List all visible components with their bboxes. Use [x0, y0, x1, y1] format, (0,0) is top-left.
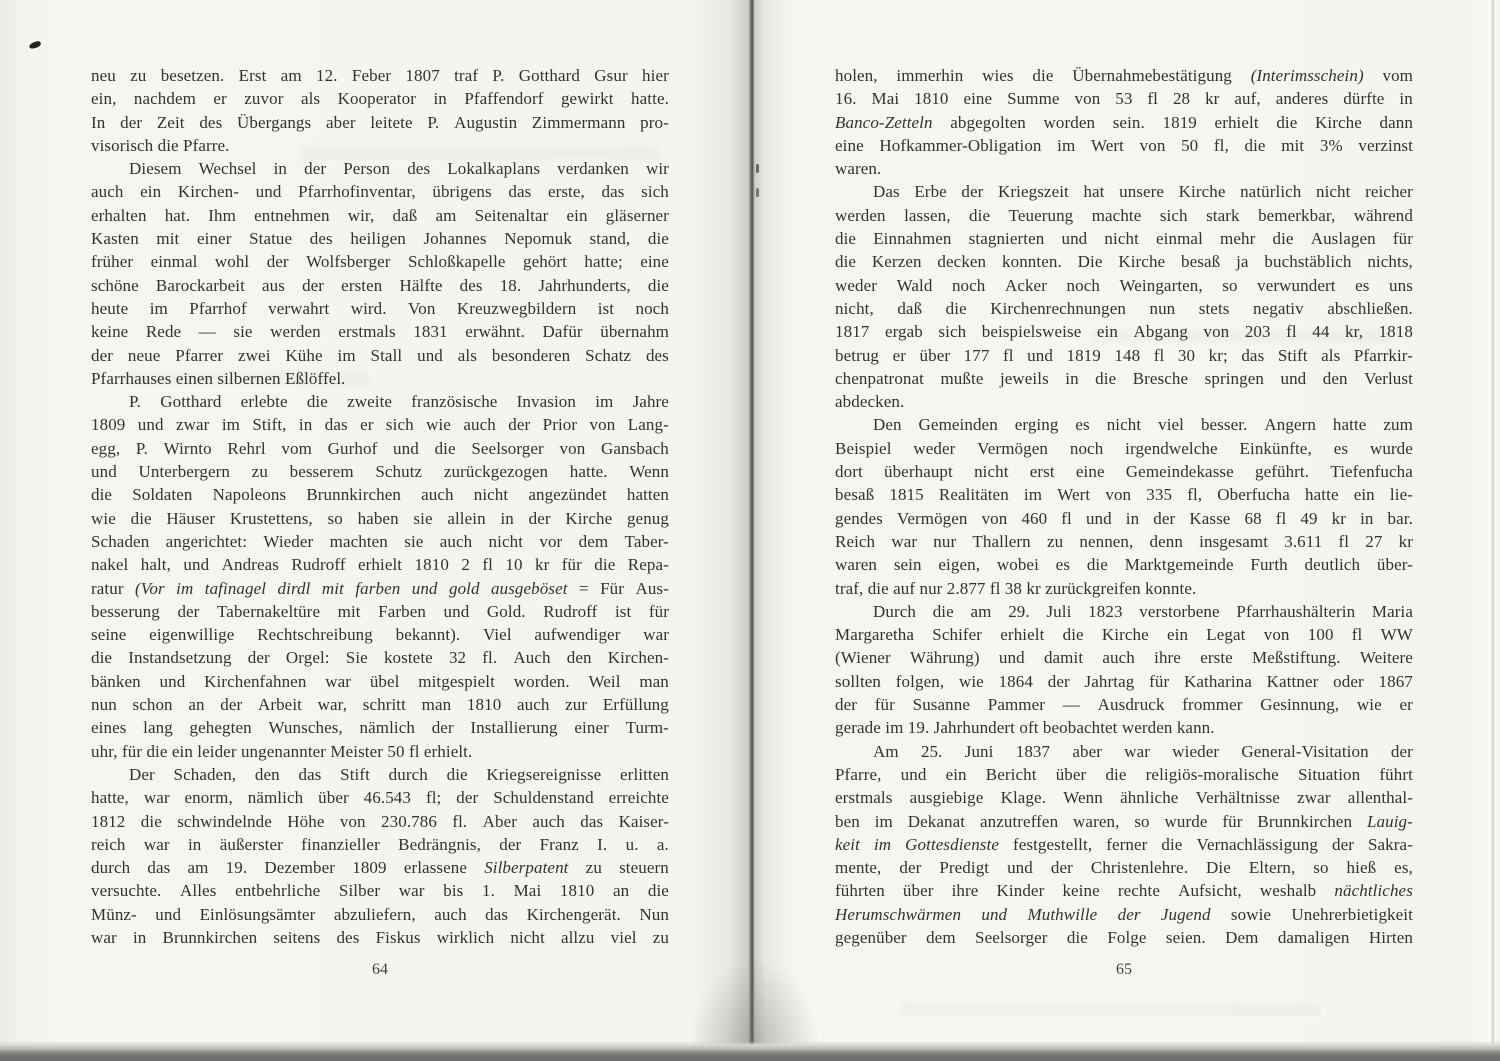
ink-speck [756, 164, 759, 173]
text-line: gegenüber dem Seelsorger die Folge seien. Dem damaligen Hirten [835, 927, 1413, 947]
text-line: neu zu besetzen. Erst am 12. Feber 1807 traf P. Gotthard Gsur hier [91, 66, 669, 85]
text-line: durch das am 19. Dezember 1809 erlassene Silberpatent zu steuern [91, 858, 669, 878]
text-line: keine Rede — sie werden erstmals 1831 erwähnt. Dafür übernahm [91, 322, 669, 342]
text-line: Der Schaden, den das Stift durch die Kriegsereignisse erlitten [129, 764, 669, 784]
text-line: ben im Dekanat anzutreffen waren, so wurde für Brunnkirchen Lauig- [835, 811, 1413, 831]
text-line: In der Zeit des Übergangs aber leitete P. Augustin Zimmermann pro- [91, 112, 669, 132]
text-line: bänken und Kirchenfahnen war übel mitgespielt worden. Weil man [91, 671, 669, 691]
text-line: chenpatronat mußte jeweils in die Bresche springen und den Verlust [835, 368, 1413, 388]
text-line: sollten folgen, wie 1864 der Jahrtag für Katharina Kattner oder 1867 [835, 671, 1413, 691]
text-line: seine eigenwillige Rechtschreibung bekannt). Viel aufwendiger war [91, 625, 669, 645]
text-line: keit im Gottesdienste festgestellt, ferner die Vernachlässigung der Sakra- [835, 834, 1413, 854]
text-line: die Soldaten Napoleons Brunnkirchen auch nicht angezündet hatten [91, 485, 669, 505]
text-line: Beispiel weder Vermögen noch irgendwelche Einkünfte, es wurde [835, 438, 1413, 458]
text-line: und Unterbergern zu besserem Schutz zurückgezogen hatte. Wenn [91, 462, 669, 482]
text-line: der für Susanne Pammer — Ausdruck frommer Gesinnung, wie er [835, 695, 1413, 715]
text-line: holen, immerhin wies die Übernahmebestätigung (Interimsschein) vom [835, 66, 1413, 85]
text-line: 1817 ergab sich beispielsweise ein Abgang von 203 fl 44 kr, 1818 [835, 322, 1413, 342]
text-line: Durch die am 29. Juli 1823 verstorbene Pfarrhaushälterin Maria [873, 601, 1413, 621]
text-line: Diesem Wechsel in der Person des Lokalkaplans verdanken wir [129, 159, 669, 179]
text-line: Banco-Zetteln abgegolten worden sein. 1819 erhielt die Kirche dann [835, 112, 1413, 132]
text-line: die Instandsetzung der Orgel: Sie kostete 32 fl. Auch den Kirchen- [91, 648, 669, 668]
text-line: Pfarre, und ein Bericht über die religiös-moralische Situation führt [835, 764, 1413, 784]
text-line: wie die Häuser Krustettens, so haben sie allein in der Kirche genug [91, 508, 669, 528]
text-line: nakel halt, und Andreas Rudroff erhielt 1810 2 fl 10 kr für die Repa- [91, 555, 669, 575]
text-line: mente, der Predigt und der Christenlehre. Die Eltern, so hieß es, [835, 858, 1413, 878]
text-line: traf, die auf nur 2.877 fl 38 kr zurückgreifen konnte. [835, 578, 1197, 598]
text-line: waren sein eigen, wobei es die Marktgemeinde Furth deutlich über- [835, 555, 1413, 575]
text-line: uhr, für die ein leider ungenannter Meister 50 fl erhielt. [91, 741, 473, 761]
page-left-text [91, 64, 669, 949]
text-line: weder Wald noch Acker noch Weingarten, so verwundert es uns [835, 275, 1413, 295]
text-line: die Kerzen decken konnten. Die Kirche besaß ja buchstäblich nichts, [835, 252, 1413, 272]
text-line: betrug er über 177 fl und 1819 148 fl 30 kr; das Stift als Pfarrkir- [835, 345, 1413, 365]
text-line: erhalten hat. Ihm entnehmen wir, daß am Seitenaltar ein gläserner [91, 205, 669, 225]
text-line: besserung der Tabernakeltüre mit Farben und Gold. Rudroff ist für [91, 601, 669, 621]
text-line: 16. Mai 1810 eine Summe von 53 fl 28 kr auf, anderes dürfte in [835, 89, 1413, 109]
text-line: abdecken. [835, 392, 905, 412]
text-line: 1809 und zwar im Stift, in das er sich wie auch der Prior von Lang- [91, 415, 669, 435]
text-line: Münz- und Einlösungsämter abzuliefern, auch das Kirchengerät. Nun [91, 904, 669, 924]
text-line: führten über ihre Kinder keine rechte Aufsicht, weshalb nächtliches [835, 881, 1413, 901]
text-line: hatte, war enorm, nämlich über 46.543 fl; der Schuldenstand erreichte [91, 788, 669, 808]
text-line: ein, nachdem er zuvor als Kooperator in Pfaffendorf gewirkt hatte. [91, 89, 669, 109]
text-line: waren. [835, 159, 882, 179]
text-line: Reich war nur Thallern zu nennen, denn insgesamt 3.611 fl 27 kr [835, 531, 1413, 551]
scanner-bed-strip [0, 1041, 1500, 1061]
text-line: früher einmal wohl der Wolfsberger Schloßkapelle gehört hatte; eine [91, 252, 669, 272]
text-line: gerade im 19. Jahrhundert oft beobachtet werden kann. [835, 718, 1215, 738]
text-line: schöne Barockarbeit aus der ersten Hälfte des 18. Jahrhunderts, die [91, 275, 669, 295]
text-line: 1812 die schwindelnde Höhe von 230.786 fl. Aber auch das Kaiser- [91, 811, 669, 831]
text-line: egg, P. Wirnto Rehrl vom Gurhof und die Seelsorger von Gansbach [91, 438, 669, 458]
text-line: nicht, daß die Kirchenrechnungen nun stets negativ abschließen. [835, 298, 1413, 318]
text-line: gendes Vermögen von 460 fl und in der Kasse 68 fl 49 kr in bar. [835, 508, 1413, 528]
text-line: Herumschwärmen und Muthwille der Jugend sowie Unehrerbietigkeit [835, 904, 1413, 924]
text-line: ratur (Vor im tafinagel dirdl mit farben und gold ausgeböset = Für Aus- [91, 578, 669, 598]
page-number-left: 64 [372, 961, 388, 978]
page-number-right: 65 [1116, 961, 1132, 978]
text-line: heute im Pfarrhof verwahrt wird. Von Kreuzwegbildern ist noch [91, 298, 669, 318]
text-line: Schaden angerichtet: Wieder machten sie auch nicht vor dem Taber- [91, 531, 669, 551]
text-line: eine Hofkammer-Obligation im Wert von 50 fl, die mit 3% verzinst [835, 135, 1413, 155]
text-line: Den Gemeinden erging es nicht viel besser. Angern hatte zum [873, 415, 1413, 435]
text-line: dort überhaupt nicht erst eine Gemeindekasse geführt. Tiefenfucha [835, 462, 1413, 482]
text-line: Pfarrhauses einen silbernen Eßlöffel. [91, 368, 346, 388]
text-line: der neue Pfarrer zwei Kühe im Stall und als besonderen Schatz des [91, 345, 669, 365]
text-line: visorisch die Pfarre. [91, 135, 230, 155]
text-line: Am 25. Juni 1837 aber war wieder General-Visitation der [873, 741, 1413, 761]
text-line: war in Brunnkirchen seitens des Fiskus wirklich nicht allzu viel zu [91, 927, 669, 947]
text-line: Margaretha Schifer erhielt die Kirche ein Legat von 100 fl WW [835, 625, 1413, 645]
text-line: reich war in äußerster finanzieller Bedrängnis, der Franz I. u. a. [91, 834, 669, 854]
text-line: (Wiener Währung) und damit auch ihre erste Meßstiftung. Weitere [835, 648, 1413, 668]
text-line: Kasten mit einer Statue des heiligen Johannes Nepomuk stand, die [91, 229, 669, 249]
text-line: nun schon an der Arbeit war, schritt man 1810 auch zur Erfüllung [91, 695, 669, 715]
text-line: die Einnahmen stagnierten und nicht einmal mehr die Auslagen für [835, 229, 1413, 249]
text-line: Das Erbe der Kriegszeit hat unsere Kirche natürlich nicht reicher [873, 182, 1413, 202]
text-line: werden lassen, die Teuerung machte sich stark bemerkbar, während [835, 205, 1413, 225]
text-line: versuchte. Alles entbehrliche Silber war bis 1. Mai 1810 an die [91, 881, 669, 901]
text-line: eines lang gehegten Wunsches, nämlich der Installierung einer Turm- [91, 718, 669, 738]
text-line: erstmals ausgiebige Klage. Wenn ähnliche Verhältnisse zwar allenthal- [835, 788, 1413, 808]
text-line: P. Gotthard erlebte die zweite französische Invasion im Jahre [129, 392, 669, 412]
page-right-text [835, 64, 1413, 949]
text-line: auch ein Kirchen- und Pfarrhofinventar, übrigens das erste, das sich [91, 182, 669, 202]
text-line: besaß 1815 Realitäten im Wert von 335 fl, Oberfucha hatte ein lie- [835, 485, 1413, 505]
